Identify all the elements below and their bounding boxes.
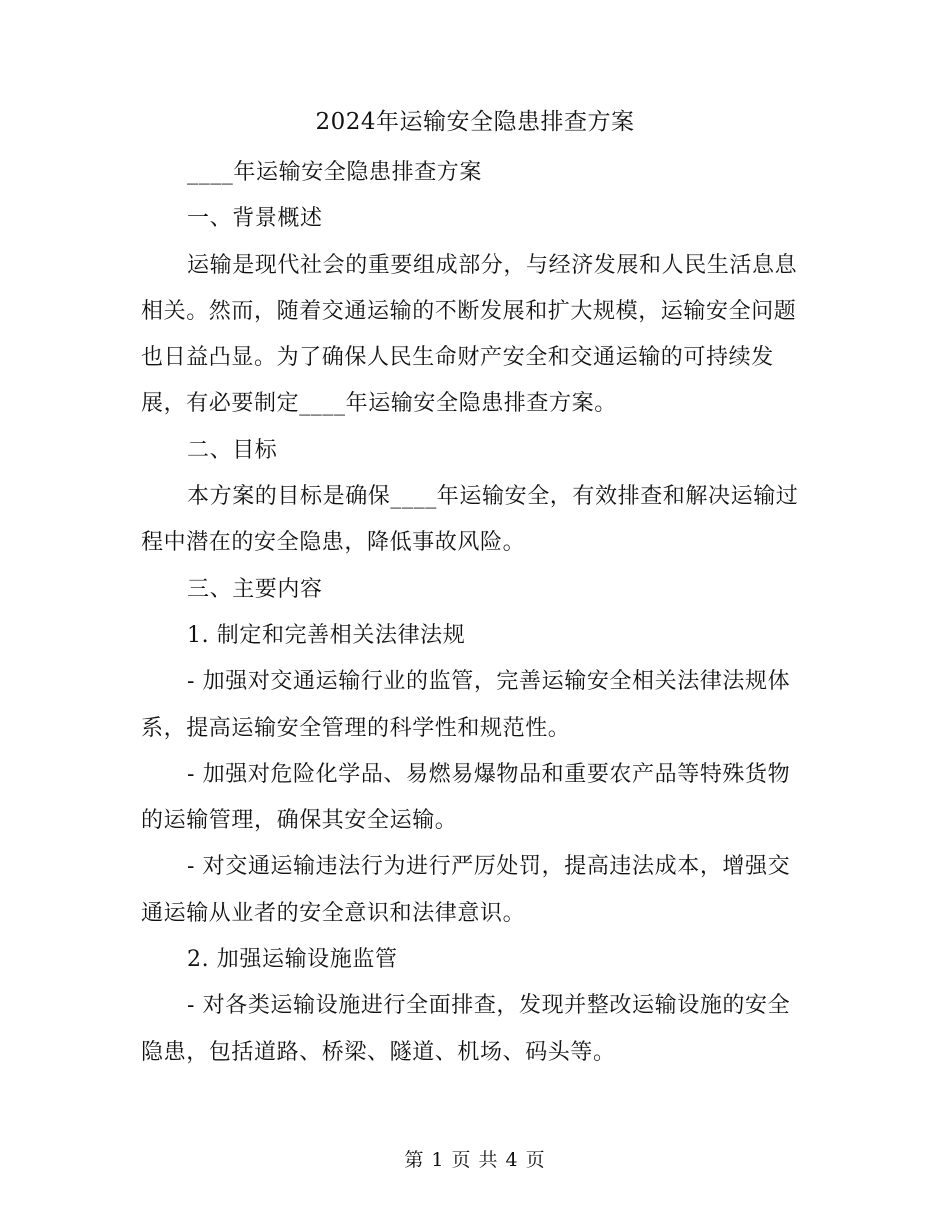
list-item: - 加强对交通运输行业的监管，完善运输安全相关法律法规体系，提高运输安全管理的科学性和规范性。 (141, 669, 791, 741)
list-item: - 对各类运输设施进行全面排查，发现并整改运输设施的安全隐患，包括道路、桥梁、隧道、机场、码头等。 (141, 993, 791, 1065)
section-heading-goal: 二、目标 (187, 437, 278, 463)
body-paragraph: 本方案的目标是确保____年运输安全，有效排查和解决运输过程中潜在的安全隐患，降低事故风险。 (141, 484, 799, 556)
document-body (141, 150, 809, 1076)
subsection-heading: 1. 制定和完善相关法律法规 (187, 622, 466, 648)
page-footer: 第 1 页 共 4 页 (404, 1149, 546, 1171)
subtitle-paragraph: ____年运输安全隐患排查方案 (187, 160, 483, 185)
section-heading-background: 一、背景概述 (187, 206, 323, 232)
subsection-heading: 2. 加强运输设施监管 (187, 947, 398, 973)
body-paragraph: 运输是现代社会的重要组成部分，与经济发展和人民生活息息相关。然而，随着交通运输的不断发展和扩大规模，运输安全问题也日益凸显。为了确保人民生命财产安全和交通运输的可持续发展，有必要制定____年运输安全隐患排查方案。 (141, 252, 798, 417)
document-title: 2024年运输安全隐患排查方案 (315, 109, 635, 135)
list-item: - 对交通运输违法行为进行严厉处罚，提高违法成本，增强交通运输从业者的安全意识和法律意识。 (141, 854, 791, 926)
section-heading-content: 三、主要内容 (187, 576, 323, 602)
list-item: - 加强对危险化学品、易燃易爆物品和重要农产品等特殊货物的运输管理，确保其安全运输。 (141, 761, 791, 834)
